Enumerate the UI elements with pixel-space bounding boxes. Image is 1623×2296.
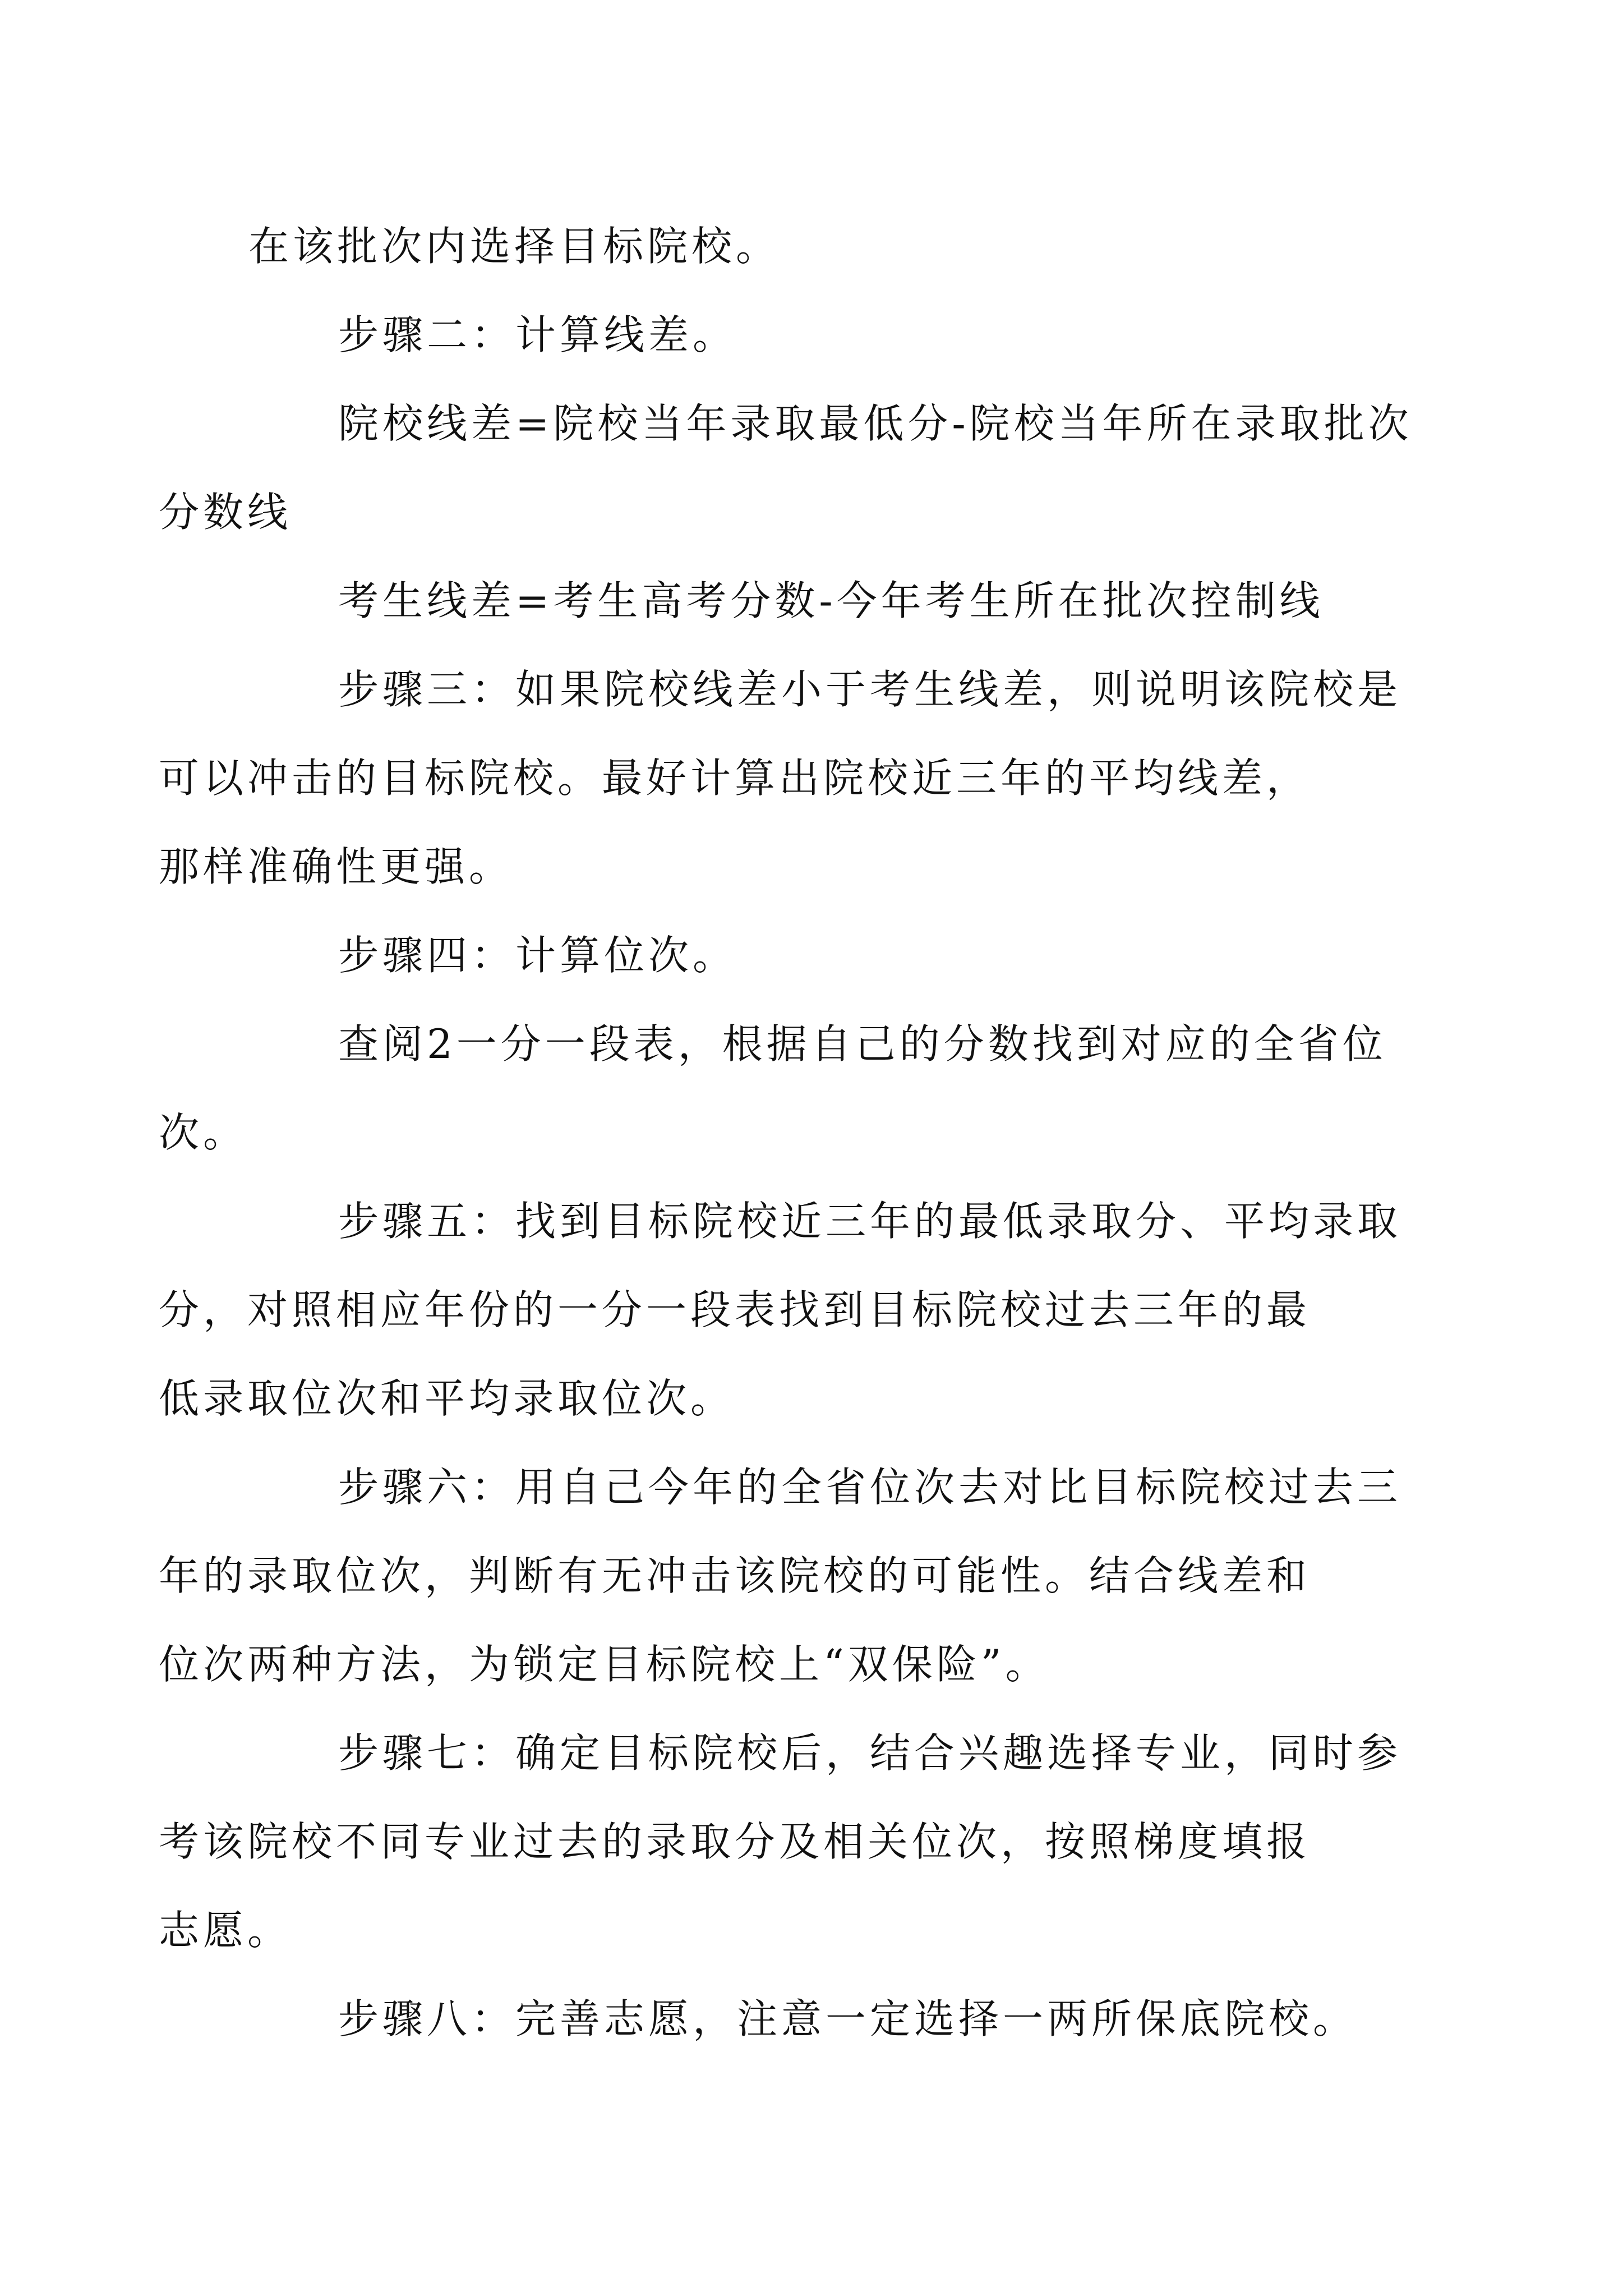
text-line: 分数线: [159, 489, 292, 536]
text-line: 次。: [159, 1109, 248, 1156]
text-line: 院校线差=院校当年录取最低分-院校当年所在录取批次: [338, 400, 1413, 447]
text-line: 在该批次内选择目标院校。: [248, 223, 781, 270]
text-line: 步骤五：找到目标院校近三年的最低录取分、平均录取: [338, 1198, 1402, 1245]
paragraph-school-line-diff: [159, 379, 1413, 556]
text-line: 步骤七：确定目标院校后，结合兴趣选择专业，同时参: [338, 1729, 1402, 1777]
paragraph-step-6: [159, 1443, 1402, 1709]
paragraph-student-line-diff: [248, 556, 1387, 645]
text-line: 年的录取位次，判断有无冲击该院校的可能性。结合线差和: [159, 1552, 1311, 1599]
text-line: 考生线差=考生高考分数-今年考生所在批次控制线: [338, 577, 1324, 624]
paragraph: [248, 202, 1387, 291]
text-line: 步骤八：完善志愿，注意一定选择一两所保底院校。: [338, 1995, 1358, 2042]
text-line: 步骤三：如果院校线差小于考生线差，则说明该院校是: [338, 666, 1402, 713]
text-line: 步骤四：计算位次。: [338, 932, 737, 979]
text-line: 查阅2一分一段表，根据自己的分数找到对应的全省位: [338, 1020, 1387, 1068]
paragraph-step-8: [248, 1975, 1387, 2063]
paragraph-step-5: [159, 1177, 1402, 1443]
text-line: 低录取位次和平均录取位次。: [159, 1375, 735, 1422]
text-line: 可以冲击的目标院校。最好计算出院校近三年的平均线差，: [159, 754, 1311, 802]
text-line: 志愿。: [159, 1907, 292, 1954]
text-line: 位次两种方法，为锁定目标院校上“双保险”。: [159, 1641, 1050, 1688]
text-line: 考该院校不同专业过去的录取分及相关位次，按照梯度填报: [159, 1818, 1311, 1865]
paragraph-step-3: [159, 645, 1402, 911]
text-line: 那样准确性更强。: [159, 843, 514, 890]
paragraph-step-2-heading: [248, 291, 1387, 379]
document-body: [159, 202, 1413, 2063]
paragraph-step-7: [159, 1709, 1402, 1975]
paragraph-consult-table: [159, 1000, 1387, 1177]
paragraph-step-4-heading: [248, 911, 1387, 1000]
text-line: 步骤二：计算线差。: [338, 311, 737, 358]
text-line: 步骤六：用自己今年的全省位次去对比目标院校过去三: [338, 1464, 1402, 1511]
text-line: 分，对照相应年份的一分一段表找到目标院校过去三年的最: [159, 1286, 1311, 1333]
